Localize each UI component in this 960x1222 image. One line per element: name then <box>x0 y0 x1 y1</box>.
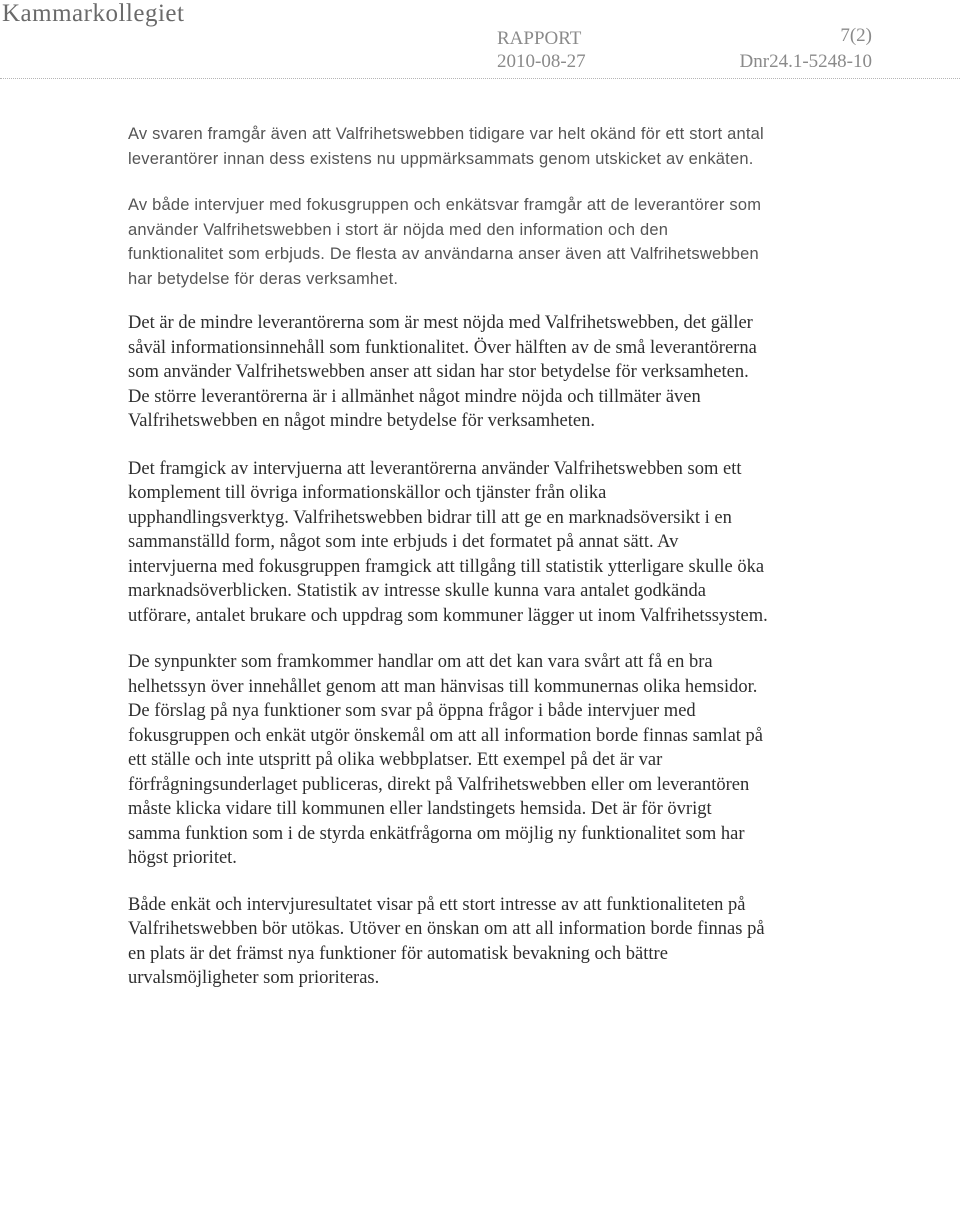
paragraph: Det är de mindre leverantörerna som är mest nöjda med Valfrihetswebben, det gäller såväl informationsinnehåll som funktionalitet. Över hälften av de små leverantörerna som använder Valfrihetswebben anser att sidan har stor betydelse för verksamheten. De större leverantörerna är i allmänhet något mindre nöjda och tillmäter även Valfrihetswebben en något mindre betydelse för verksamheten. <box>128 313 757 431</box>
organization-name: Kammarkollegiet <box>2 0 185 27</box>
paragraph: Av svaren framgår även att Valfrihetswebben tidigare var helt okänd för ett stort antal leverantörer innan dess existens nu uppmärksammats genom utskicket av enkäten. <box>128 125 764 168</box>
document-body <box>128 122 768 991</box>
document-date: 2010-08-27 <box>497 51 586 72</box>
document-reference: Dnr24.1-5248-10 <box>739 51 872 72</box>
header-divider <box>0 78 960 79</box>
document-type: RAPPORT <box>497 28 582 49</box>
paragraph: De synpunkter som framkommer handlar om att det kan vara svårt att få en bra helhetssyn över innehållet genom att man hänvisas till kommunernas olika hemsidor. De förslag på nya funktioner som svar på öppna frågor i både intervjuer med fokusgruppen och enkät utgör önskemål om att all information borde finnas samlat på ett ställe och inte utspritt på olika webbplatser. Ett exempel på det är var förfrågningsunderlaget publiceras, direkt på Valfrihetswebben eller om leverantören måste klicka vidare till kommunen eller landstingets hemsida. Det är för övrigt samma funktion som i de styrda enkätfrågorna om möjlig ny funktionalitet som har högst prioritet. <box>128 652 764 868</box>
paragraph: Det framgick av intervjuerna att leverantörerna använder Valfrihetswebben som ett komplement till övriga informationskällor och tjänster från olika upphandlingsverktyg. Valfrihetswebben bidrar till att ge en marknadsöversikt i en sammanställd form, något som inte erbjuds i det formatet på annat sätt. Av intervjuerna med fokusgruppen framgick att tillgång till statistik ytterligare skulle öka marknadsöverblicken. Statistik av intresse skulle kunna vara antalet godkända utförare, antalet brukare och uppdrag som kommuner lägger ut inom Valfrihetssystem. <box>128 458 768 626</box>
paragraph: Både enkät och intervjuresultatet visar på ett stort intresse av att funktionaliteten på Valfrihetswebben bör utökas. Utöver en önskan om att all information borde finnas på en plats är det främst nya funktioner för automatisk bevakning och bättre urvalsmöjligheter som prioriteras. <box>128 894 765 988</box>
page-number: 7(2) <box>840 25 872 46</box>
paragraph: Av både intervjuer med fokusgruppen och enkätsvar framgår att de leverantörer som använder Valfrihetswebben i stort är nöjda med den information och den funktionalitet som erbjuds. De flesta av användarna anser även att Valfrihetswebben har betydelse för deras verksamhet. <box>128 196 762 288</box>
